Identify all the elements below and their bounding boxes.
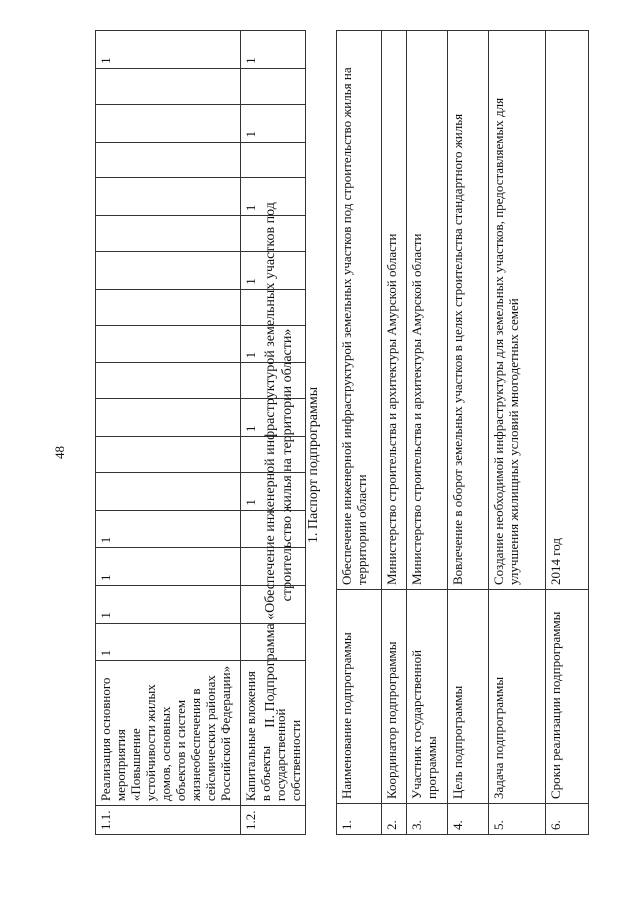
value-cell [96, 252, 241, 290]
value-cell: 1 [96, 585, 241, 623]
passport-label: Наименование подпрограммы [337, 590, 382, 804]
value-cell: 1 [241, 472, 306, 510]
page-number: 48 [52, 446, 67, 459]
passport-value: Вовлечение в оборот земельных участков в целях строительства стандартного жилья [448, 31, 489, 590]
row-number: 4. [448, 804, 489, 835]
passport-value: Создание необходимой инфраструктуры для земельных участков, предоставляемых для улучшения жилищных условий многодетных семей [489, 31, 546, 590]
value-cell [96, 436, 241, 472]
passport-label: Участник государственной программы [407, 590, 448, 804]
activity-name: Реализация основного мероприятия «Повышение устойчивости жилых домов, основных объектов и систем жизнеобеспечения в сейсмических районах Российской Федерации» [96, 661, 241, 806]
passport-table [336, 30, 589, 835]
value-cell: 1 [96, 623, 241, 661]
passport-label: Координатор подпрограммы [382, 590, 407, 804]
passport-row [448, 31, 489, 835]
passport-row [337, 31, 382, 835]
row-number: 5. [489, 804, 546, 835]
passport-value: Министерство строительства и архитектуры Амурской области [407, 31, 448, 590]
passport-label: Сроки реализации подпрограммы [546, 590, 589, 804]
passport-label: Задача подпрограммы [489, 590, 546, 804]
value-cell [96, 399, 241, 437]
value-cell: 1 [241, 252, 306, 290]
passport-label: Цель подпрограммы [448, 590, 489, 804]
passport-value: Министерство строительства и архитектуры Амурской области [382, 31, 407, 590]
value-cell [96, 289, 241, 325]
passport-row [546, 31, 589, 835]
passport-row [489, 31, 546, 835]
row-number: 2. [382, 804, 407, 835]
value-cell [241, 142, 306, 178]
value-cell [96, 104, 241, 142]
passport-value: Обеспечение инженерной инфраструктурой земельных участков под строительство жилья на территории области [337, 31, 382, 590]
passport-title: 1. Паспорт подпрограммы [306, 386, 321, 544]
row-number: 1.2. [241, 806, 306, 835]
value-cell [96, 142, 241, 178]
value-cell [96, 68, 241, 104]
value-cell: 1 [241, 178, 306, 216]
passport-row [407, 31, 448, 835]
value-cell [96, 325, 241, 363]
passport-row [382, 31, 407, 835]
value-cell [96, 216, 241, 252]
value-cell: 1 [241, 104, 306, 142]
row-number: 1. [337, 804, 382, 835]
value-cell: 1 [241, 325, 306, 363]
value-cell: 1 [96, 510, 241, 548]
value-cell: 1 [241, 399, 306, 437]
value-cell: 1 [241, 31, 306, 69]
value-cell [96, 178, 241, 216]
value-cell [241, 68, 306, 104]
activity-name: Капитальные вложения в объекты государственной собственности [241, 661, 306, 806]
value-cell: 1 [96, 548, 241, 586]
table-row [96, 31, 241, 835]
row-number: 1.1. [96, 806, 241, 835]
row-number: 6. [546, 804, 589, 835]
subprogram-title: II. Подпрограмма «Обеспечение инженерной инфраструктурой земельных участков под строительство жилья на территории области» [263, 202, 295, 728]
passport-value: 2014 год [546, 31, 589, 590]
row-number: 3. [407, 804, 448, 835]
value-cell: 1 [96, 31, 241, 69]
value-cell [96, 363, 241, 399]
value-cell [96, 472, 241, 510]
